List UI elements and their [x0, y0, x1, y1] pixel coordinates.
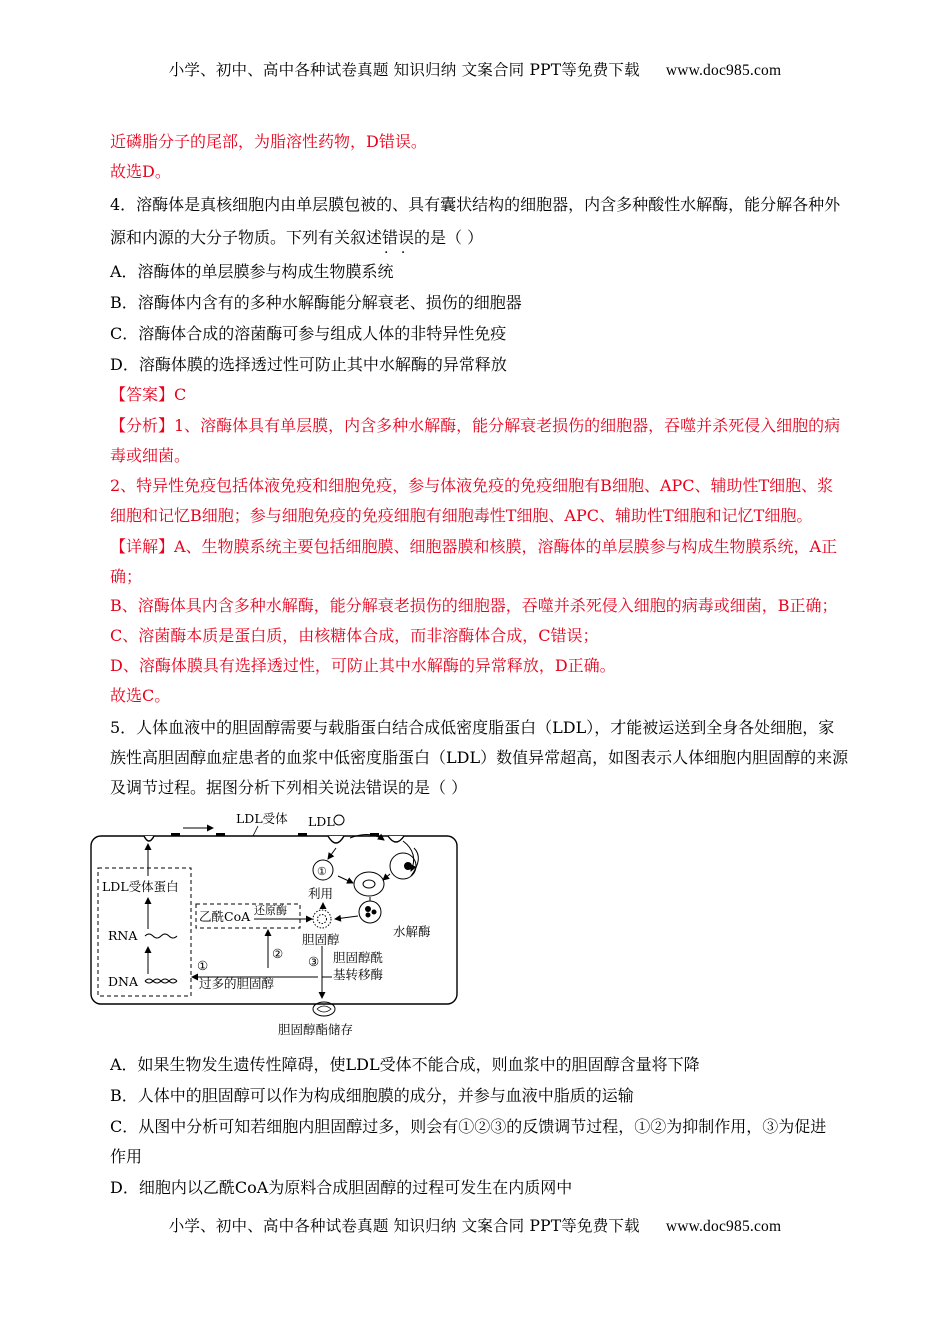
q4-analysis-2: 毒或细菌。 [110, 446, 191, 465]
q5-stem-line1: 5．人体血液中的胆固醇需要与载脂蛋白结合成低密度脂蛋白（LDL），才能被运送到全身各处细胞，家 [110, 718, 835, 737]
label-ldl-receptor: LDL受体 [236, 811, 288, 826]
q4-detail-1: 【详解】A、生物膜系统主要包括细胞膜、细胞器膜和核膜，溶酶体的单层膜参与构成生物膜系统，A正 [110, 537, 838, 556]
q4-analysis-1: 【分析】1、溶酶体具有单层膜，内含多种水解酶，能分解衰老损伤的细胞器，吞噬并杀死侵入细胞的病 [110, 416, 841, 435]
q4-stem-line1: 4．溶酶体是真核细胞内由单层膜包被的、具有囊状结构的细胞器，内含多种酸性水解酶，能分解各种外 [110, 195, 841, 214]
q4-option-a: A．溶酶体的单层膜参与构成生物膜系统 [110, 262, 394, 281]
q4-emphasis: 错误 · · [382, 228, 414, 247]
q4-detail-3: B、溶酶体具内含多种水解酶，能分解衰老损伤的细胞器，吞噬并杀死侵入细胞的病毒或细菌，B正确； [110, 596, 838, 615]
q4-option-c: C．溶酶体合成的溶菌酶可参与组成人体的非特异性免疫 [110, 324, 507, 343]
label-hydrolase: 水解酶 [393, 924, 431, 939]
page-header [0, 58, 950, 80]
q4-analysis-4: 细胞和记忆B细胞；参与细胞免疫的免疫细胞有细胞毒性T细胞、APC、辅助性T细胞和记忆T细胞。 [110, 506, 813, 525]
diagram-mark-1: ① [317, 865, 327, 878]
label-storage: 胆固醇酯储存 [278, 1022, 354, 1037]
label-acetyl-coa: 乙酰CoA [199, 909, 251, 924]
diagram-mark-1b: ① [197, 958, 209, 973]
q4-analysis-3: 2、特异性免疫包括体液免疫和细胞免疫，参与体液免疫的免疫细胞有B细胞、APC、辅助性T细胞、浆 [110, 476, 834, 495]
label-acyltransferase-1: 胆固醇酰 [333, 950, 384, 965]
q5-option-c-line1: C．从图中分析可知若细胞内胆固醇过多，则会有①②③的反馈调节过程，①②为抑制作用，③为促进 [110, 1117, 827, 1136]
label-cholesterol: 胆固醇 [302, 932, 340, 947]
diagram-mark-2: ② [272, 946, 284, 961]
q5-option-c-line2: 作用 [110, 1147, 143, 1166]
q5-option-a: A．如果生物发生遗传性障碍，使LDL受体不能合成，则血浆中的胆固醇含量将下降 [110, 1055, 700, 1074]
cholesterol-regulation-diagram [88, 806, 468, 1038]
q4-stem-part1: 源和内源的大分子物质。下列有关叙述 [110, 228, 383, 247]
label-excess-cholesterol: 过多的胆固醇 [199, 976, 275, 991]
lysosome [359, 901, 381, 923]
label-acyltransferase-2: 基转移酶 [333, 967, 384, 982]
q4-detail-4: C、溶菌酶本质是蛋白质，由核糖体合成，而非溶酶体合成，C错误； [110, 626, 599, 645]
label-rna: RNA [108, 928, 138, 943]
q4-detail-2: 确； [110, 567, 143, 586]
diagram-mark-3: ③ [308, 954, 320, 969]
footer-text: 小学、初中、高中各种试卷真题 知识归纳 文案合同 PPT等免费下载 [168, 1217, 640, 1235]
q4-stem-part3: 的是（ ） [414, 228, 484, 247]
q5-stem-line3: 及调节过程。据图分析下列相关说法错误的是（ ） [110, 778, 468, 797]
label-dna: DNA [108, 974, 138, 989]
footer-url[interactable]: www.doc985.com [665, 1218, 782, 1235]
label-use: 利用 [308, 886, 334, 901]
cholesterol-granule [313, 910, 331, 928]
q4-answer: 【答案】C [110, 385, 187, 404]
q5-option-b: B．人体中的胆固醇可以作为构成细胞膜的成分，并参与血液中脂质的运输 [110, 1086, 634, 1105]
prev-choose: 故选D。 [110, 162, 171, 181]
label-ldl: LDL [308, 814, 335, 829]
label-ldl-receptor-protein: LDL受体蛋白 [102, 879, 179, 894]
header-text: 小学、初中、高中各种试卷真题 知识归纳 文案合同 PPT等免费下载 [168, 61, 640, 79]
prev-explanation: 近磷脂分子的尾部，为脂溶性药物，D错误。 [110, 132, 427, 151]
q4-option-d: D．溶酶体膜的选择透过性可防止其中水解酶的异常释放 [110, 355, 507, 374]
endosome [354, 872, 384, 896]
q4-choose: 故选C。 [110, 686, 171, 705]
label-reductase: 还原酶 [254, 904, 287, 917]
q5-stem-line2: 族性高胆固醇血症患者的血浆中低密度脂蛋白（LDL）数值异常超高，如图表示人体细胞内胆固醇的来源 [110, 748, 849, 767]
q5-option-d: D．细胞内以乙酰CoA为原料合成胆固醇的过程可发生在内质网中 [110, 1178, 573, 1197]
page-footer [0, 1214, 950, 1236]
header-url[interactable]: www.doc985.com [665, 62, 782, 79]
q4-detail-5: D、溶酶体膜具有选择透过性，可防止其中水解酶的异常释放，D正确。 [110, 656, 616, 675]
q4-option-b: B．溶酶体内含有的多种水解酶能分解衰老、损伤的细胞器 [110, 293, 522, 312]
q4-stem-line2 [110, 227, 870, 249]
